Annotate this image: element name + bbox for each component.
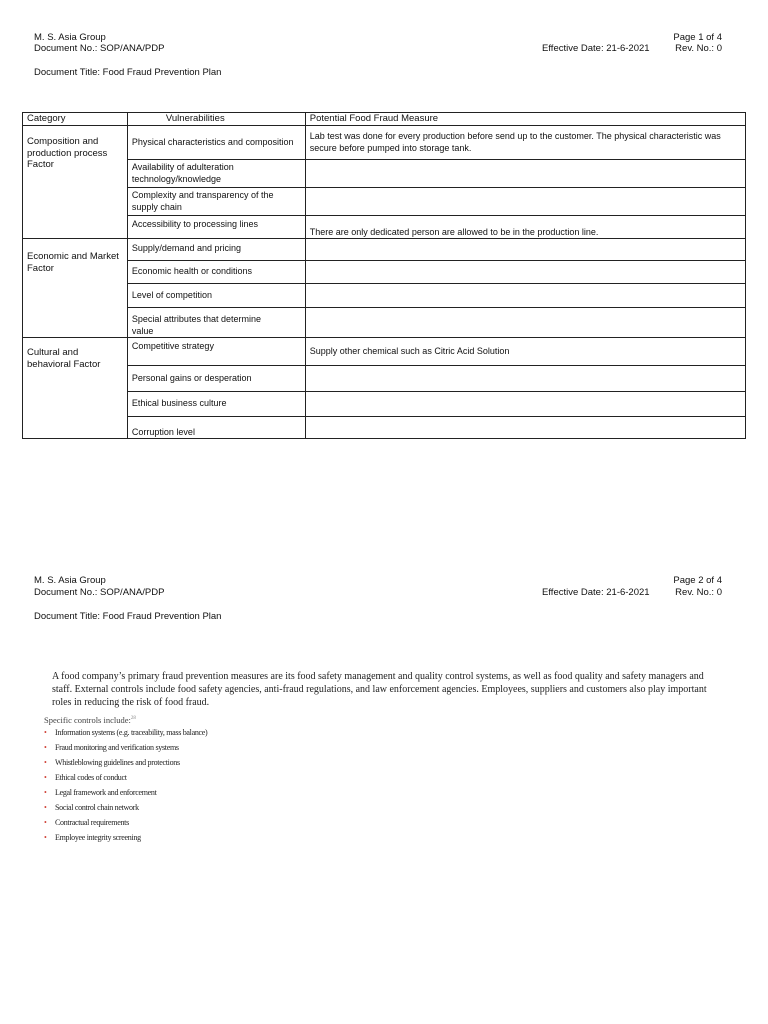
list-item-text: Information systems (e.g. traceability, mass balance) (55, 728, 208, 737)
list-item (44, 758, 207, 768)
table-row (23, 308, 746, 338)
vulnerability-text: Special attributes that determine value (131, 314, 261, 336)
bullet-icon: • (44, 773, 47, 782)
table-row (23, 160, 746, 188)
vulnerability-cell: Physical characteristics and composition (127, 126, 305, 160)
category-cell: Cultural and behavioral Factor (23, 338, 128, 439)
bullet-icon: • (44, 728, 47, 737)
table-row (23, 261, 746, 284)
list-item (44, 833, 207, 843)
bullet-icon: • (44, 758, 47, 767)
table-row (23, 188, 746, 216)
page-header (0, 560, 768, 640)
column-header-category: Category (23, 113, 128, 126)
document-title: Document Title: Food Fraud Prevention Plan (34, 611, 222, 622)
list-item (44, 773, 207, 783)
column-header-vulnerabilities: Vulnerabilities (127, 113, 305, 126)
list-item-text: Fraud monitoring and verification systems (55, 743, 179, 752)
vulnerability-cell: Accessibility to processing lines (127, 216, 305, 239)
table-row (23, 284, 746, 308)
vulnerability-table (22, 112, 746, 439)
bullet-icon: • (44, 833, 47, 842)
table-row (23, 126, 746, 160)
effective-date: Effective Date: 21-6-2021 (542, 43, 650, 54)
table-row (23, 392, 746, 417)
vulnerability-cell: Corruption level (127, 417, 305, 439)
table-row (23, 338, 746, 366)
list-item-text: Whistleblowing guidelines and protections (55, 758, 180, 767)
document-page-2 (0, 560, 768, 1024)
list-item-text: Legal framework and enforcement (55, 788, 157, 797)
document-number: Document No.: SOP/ANA/PDP (34, 587, 165, 598)
vulnerability-cell: Level of competition (127, 284, 305, 308)
bullet-icon: • (44, 788, 47, 797)
list-item-text: Ethical codes of conduct (55, 773, 127, 782)
list-item (44, 788, 207, 798)
column-header-measure: Potential Food Fraud Measure (305, 113, 745, 126)
category-cell: Economic and Market Factor (23, 239, 128, 338)
controls-intro-text: Specific controls include: (44, 715, 131, 725)
vulnerability-cell (127, 308, 305, 338)
vulnerability-cell: Complexity and transparency of the supply chain (127, 188, 305, 216)
page-number: Page 2 of 4 (673, 575, 722, 586)
table-row (23, 417, 746, 439)
measure-cell (305, 261, 745, 284)
bullet-icon: • (44, 803, 47, 812)
table-row (23, 366, 746, 392)
measure-cell: There are only dedicated person are allowed to be in the production line. (305, 216, 745, 239)
controls-list (44, 728, 207, 848)
company-name: M. S. Asia Group (34, 32, 106, 43)
vulnerability-cell: Economic health or conditions (127, 261, 305, 284)
controls-intro (44, 715, 136, 725)
vulnerability-cell: Availability of adulteration technology/knowledge (127, 160, 305, 188)
revision-number: Rev. No.: 0 (675, 587, 722, 598)
vulnerability-cell: Competitive strategy (127, 338, 305, 366)
reference-superscript: 28 (130, 716, 136, 722)
measure-cell (305, 308, 745, 338)
list-item (44, 728, 207, 738)
page-header (0, 0, 768, 80)
measure-cell: Supply other chemical such as Citric Acid Solution (305, 338, 745, 366)
revision-number: Rev. No.: 0 (675, 43, 722, 54)
measure-cell: Lab test was done for every production before send up to the customer. The physical characteristic was secure before pumped into storage tank. (305, 126, 745, 160)
list-item (44, 818, 207, 828)
vulnerability-cell: Ethical business culture (127, 392, 305, 417)
measure-cell (305, 284, 745, 308)
list-item-text: Employee integrity screening (55, 833, 141, 842)
list-item-text: Social control chain network (55, 803, 139, 812)
fraud-prevention-paragraph: A food company’s primary fraud prevention measures are its food safety management and quality control systems, as well as food quality and safety managers and staff. External controls include food safety agencies, anti-fraud regulations, and law enforcement agencies. Employees, suppliers and customers also play important roles in reducing the risk of food fraud. (52, 671, 707, 708)
document-title: Document Title: Food Fraud Prevention Plan (34, 67, 222, 78)
measure-cell (305, 188, 745, 216)
vulnerability-cell: Supply/demand and pricing (127, 239, 305, 261)
document-number: Document No.: SOP/ANA/PDP (34, 43, 165, 54)
measure-cell (305, 239, 745, 261)
measure-cell (305, 392, 745, 417)
effective-date: Effective Date: 21-6-2021 (542, 587, 650, 598)
page-number: Page 1 of 4 (673, 32, 722, 43)
list-item (44, 803, 207, 813)
company-name: M. S. Asia Group (34, 575, 106, 586)
vulnerability-cell: Personal gains or desperation (127, 366, 305, 392)
table-row (23, 216, 746, 239)
measure-cell (305, 417, 745, 439)
bullet-icon: • (44, 743, 47, 752)
category-cell: Composition and production process Factor (23, 126, 128, 239)
table-header-row (23, 113, 746, 126)
list-item (44, 743, 185, 753)
list-item-text: Contractual requirements (55, 818, 129, 827)
measure-cell (305, 160, 745, 188)
measure-cell (305, 366, 745, 392)
bullet-icon: • (44, 818, 47, 827)
table-row (23, 239, 746, 261)
